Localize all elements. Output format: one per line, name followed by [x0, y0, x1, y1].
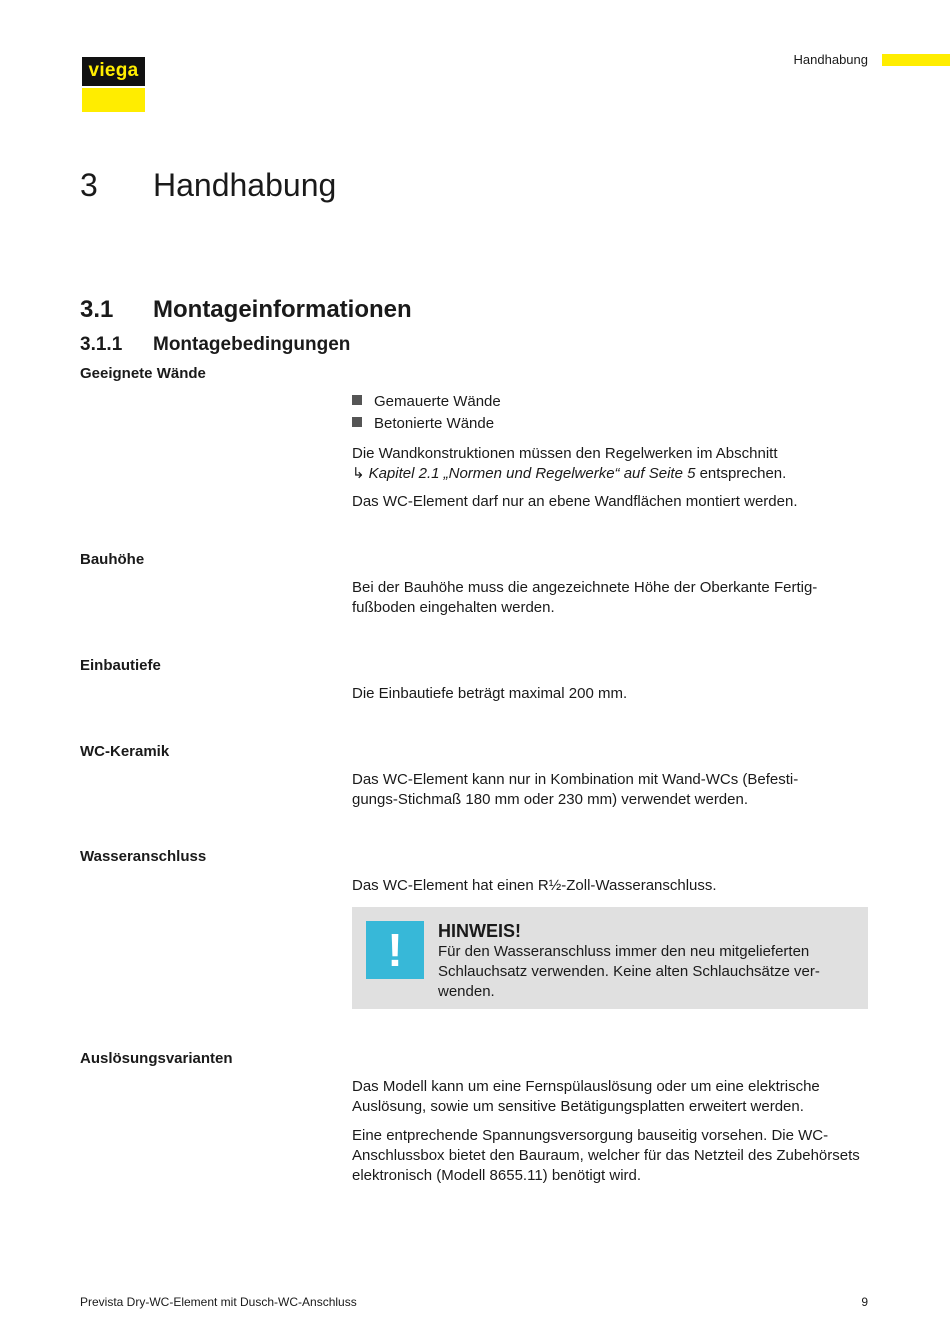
bullet-square-icon	[352, 395, 362, 405]
running-header: Handhabung	[793, 52, 868, 67]
walls-paragraph-2: Das WC-Element darf nur an ebene Wandflächen montiert werden.	[352, 493, 798, 510]
bullet-square-icon	[352, 417, 362, 427]
exclamation-icon: !	[366, 921, 424, 979]
release-paragraph-2: Eine entprechende Spannungsversorgung bauseitig vorsehen. Die WC-Anschlussbox bietet den Bauraum, welcher für das Netzteil des Zubehörsets elektronisch (Modell 8655.11) benötigt wird.	[352, 1127, 860, 1184]
chapter-title: Handhabung	[153, 167, 337, 203]
subsection-number: 3.1.1	[80, 334, 123, 355]
height-label: Bauhöhe	[80, 551, 145, 568]
logo-wordmark: viega	[82, 57, 145, 86]
release-label: Auslösungsvarianten	[80, 1050, 233, 1067]
ceramic-paragraph: Das WC-Element kann nur in Kombination mit Wand-WCs (Befesti-gungs-Stichmaß 180 mm oder 230 mm) verwendet werden.	[352, 771, 799, 808]
list-item-text: Gemauerte Wände	[374, 393, 501, 410]
depth-paragraph: Die Einbautiefe beträgt maximal 200 mm.	[352, 685, 628, 702]
water-paragraph: Das WC-Element hat einen R½-Zoll-Wasseranschluss.	[352, 877, 717, 894]
walls-label: Geeignete Wände	[80, 365, 206, 382]
list-item-text: Betonierte Wände	[374, 415, 495, 432]
list-item	[352, 392, 501, 412]
chapter-cross-reference-link[interactable]	[352, 465, 695, 482]
list-item	[352, 414, 494, 434]
cross-reference-text: Kapitel 2.1 „Normen und Regelwerke“ auf Seite 5	[368, 465, 696, 482]
cross-reference-arrow-icon: ↳	[352, 465, 365, 482]
section-title: Montageinformationen	[153, 296, 412, 323]
notice-title: HINWEIS!	[438, 921, 521, 941]
release-paragraph-1: Das Modell kann um eine Fernspülauslösung oder um eine elektrische Auslösung, sowie um sensitive Betätigungsplatten erweitert werden.	[352, 1078, 820, 1115]
viega-logo	[82, 57, 145, 112]
logo-yellow-block	[82, 88, 145, 112]
notice-text: Für den Wasseranschluss immer den neu mitgelieferten Schlauchsatz verwenden. Keine alten Schlauchsätze ver-wenden.	[438, 943, 820, 1000]
walls-paragraph-1	[352, 444, 872, 484]
chapter-number: 3	[80, 167, 98, 203]
water-label: Wasseranschluss	[80, 848, 207, 865]
notice-box	[352, 907, 868, 1009]
section-number: 3.1	[80, 296, 114, 323]
walls-paragraph-1-tail: entsprechen.	[695, 465, 787, 482]
walls-paragraph-1-text: Die Wandkonstruktionen müssen den Regelwerken im Abschnitt	[352, 445, 778, 462]
ceramic-label: WC-Keramik	[80, 743, 170, 760]
depth-label: Einbautiefe	[80, 657, 161, 674]
footer-document-title: Prevista Dry-WC-Element mit Dusch-WC-Anschluss	[80, 1295, 357, 1309]
header-yellow-bar	[882, 54, 950, 66]
height-paragraph: Bei der Bauhöhe muss die angezeichnete Höhe der Oberkante Fertig-fußboden eingehalten werden.	[352, 579, 818, 616]
subsection-title: Montagebedingungen	[153, 334, 351, 355]
page-number: 9	[861, 1295, 868, 1309]
